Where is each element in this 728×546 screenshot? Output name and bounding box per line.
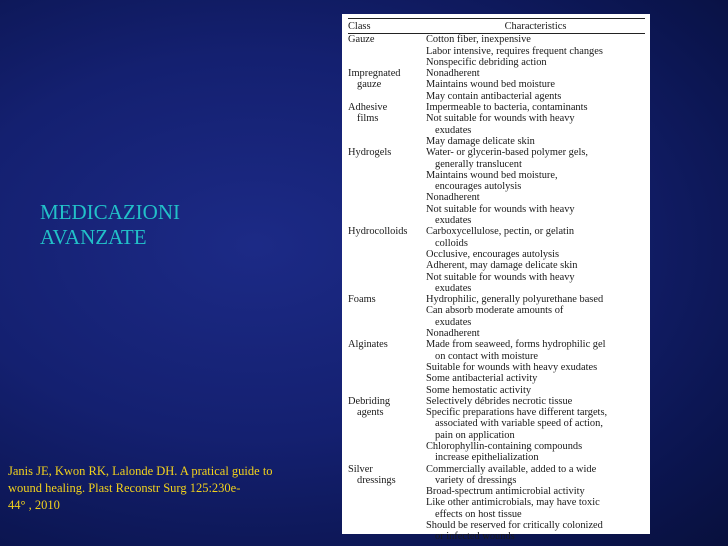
class-cell (348, 68, 426, 102)
class-label: Hydrogels (348, 147, 392, 159)
characteristic-line: Specific preparations have different targets, (426, 407, 608, 419)
characteristic-line: Not suitable for wounds with heavy (426, 271, 575, 283)
characteristic-line: Nonspecific debriding action (426, 56, 547, 68)
table-row (348, 147, 645, 226)
characteristic-line: Commercially available, added to a wide (426, 463, 597, 475)
characteristics-cell (426, 294, 645, 339)
characteristic-line: variety of dressings (435, 474, 517, 486)
characteristics-cell (426, 147, 645, 226)
class-label: Alginates (348, 339, 388, 351)
slide-title-line-2: AVANZATE (40, 225, 147, 249)
class-label: Gauze (348, 34, 375, 46)
characteristics-cell (426, 102, 645, 147)
class-cell (348, 34, 426, 68)
characteristic-line: generally translucent (435, 158, 522, 170)
characteristic-line: Some hemostatic activity (426, 384, 532, 396)
characteristic-line: increase epithelialization (435, 452, 539, 464)
class-label: agents (357, 407, 384, 419)
characteristics-cell (426, 226, 645, 294)
table-row (348, 464, 645, 543)
characteristic-line: Can absorb moderate amounts of (426, 305, 564, 317)
characteristic-line: Cotton fiber, inexpensive (426, 34, 531, 46)
characteristic-line: Hydrophilic, generally polyurethane based (426, 294, 604, 306)
characteristic-line: Not suitable for wounds with heavy (426, 203, 575, 215)
characteristic-line: exudates (435, 215, 472, 227)
characteristic-line: or infected wounds (435, 531, 515, 543)
class-label: Adhesive (348, 102, 388, 114)
characteristic-line: exudates (435, 316, 472, 328)
header-characteristics: Characteristics (504, 21, 567, 32)
class-cell (348, 102, 426, 147)
characteristics-cell (426, 464, 645, 543)
table-row (348, 294, 645, 339)
header-class: Class (348, 21, 371, 32)
characteristic-line: May damage delicate skin (426, 135, 535, 147)
table-row (348, 68, 645, 102)
characteristic-line: Should be reserved for critically colonized (426, 520, 603, 532)
characteristic-line: Impermeable to bacteria, contaminants (426, 102, 588, 114)
table-row (348, 34, 645, 68)
characteristic-line: Adherent, may damage delicate skin (426, 260, 578, 272)
class-label: Debriding (348, 395, 391, 407)
citation (8, 463, 328, 514)
table-header (348, 18, 645, 34)
class-label: dressings (357, 474, 396, 486)
characteristic-line: Made from seaweed, forms hydrophilic gel (426, 339, 606, 351)
characteristic-line: pain on application (435, 429, 515, 441)
characteristic-line: associated with variable speed of action, (435, 418, 603, 430)
characteristic-line: Carboxycellulose, pectin, or gelatin (426, 226, 575, 238)
characteristic-line: Selectively débrides necrotic tissue (426, 395, 573, 407)
characteristic-line: effects on host tissue (435, 508, 522, 520)
class-label: gauze (357, 79, 382, 91)
class-label: Hydrocolloids (348, 226, 408, 238)
citation-line-3: 44° , 2010 (8, 498, 60, 512)
class-cell (348, 294, 426, 339)
characteristics-cell (426, 339, 645, 395)
characteristic-line: Nonadherent (426, 192, 480, 204)
characteristic-line: Water- or glycerin-based polymer gels, (426, 147, 588, 159)
class-cell (348, 147, 426, 226)
characteristic-line: Maintains wound bed moisture (426, 79, 556, 91)
table-row (348, 339, 645, 395)
characteristic-line: May contain antibacterial agents (426, 90, 562, 102)
characteristics-cell (426, 34, 645, 68)
characteristics-cell (426, 68, 645, 102)
class-label: Foams (348, 294, 376, 306)
characteristic-line: Occlusive, encourages autolysis (426, 248, 560, 260)
characteristic-line: on contact with moisture (435, 350, 539, 362)
characteristic-line: Like other antimicrobials, may have toxic (426, 497, 600, 509)
class-label: films (357, 113, 379, 125)
class-label: Silver (348, 463, 373, 475)
characteristics-cell (426, 396, 645, 464)
citation-line-2: wound healing. Plast Reconstr Surg 125:230e- (8, 481, 241, 495)
characteristic-line: Nonadherent (426, 328, 480, 340)
dressings-table (342, 14, 650, 543)
table-row (348, 396, 645, 464)
characteristic-line: exudates (435, 124, 472, 136)
table-row (348, 226, 645, 294)
class-cell (348, 339, 426, 395)
characteristic-line: exudates (435, 282, 472, 294)
characteristic-line: Not suitable for wounds with heavy (426, 113, 575, 125)
class-cell (348, 396, 426, 464)
characteristic-line: Labor intensive, requires frequent changes (426, 45, 603, 57)
class-cell (348, 464, 426, 543)
characteristic-line: Nonadherent (426, 68, 480, 80)
characteristic-line: encourages autolysis (435, 181, 522, 193)
slide-title (40, 200, 180, 250)
characteristic-line: Chlorophyllin-containing compounds (426, 440, 583, 452)
class-cell (348, 226, 426, 294)
citation-line-1: Janis JE, Kwon RK, Lalonde DH. A pratical guide to (8, 464, 273, 478)
table-body (348, 34, 645, 542)
characteristic-line: colloids (435, 237, 468, 249)
characteristic-line: Some antibacterial activity (426, 373, 538, 385)
characteristic-line: Broad-spectrum antimicrobial activity (426, 486, 585, 498)
class-label: Impregnated (348, 68, 401, 80)
table-row (348, 102, 645, 147)
slide-title-line-1: MEDICAZIONI (40, 200, 180, 224)
characteristic-line: Maintains wound bed moisture, (426, 169, 558, 181)
characteristic-line: Suitable for wounds with heavy exudates (426, 361, 598, 373)
